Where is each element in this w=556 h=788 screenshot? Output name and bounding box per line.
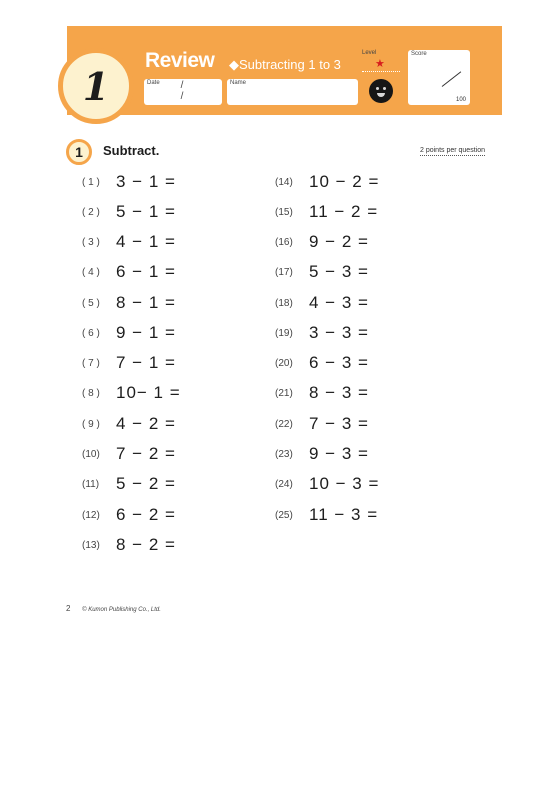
- problem-number: ( 7 ): [82, 357, 100, 369]
- problem-number: ( 5 ): [82, 297, 100, 309]
- problem-item: [82, 260, 176, 284]
- problem-item: [82, 442, 176, 466]
- page-footer: [66, 604, 161, 613]
- problem-expression: 7 − 3 =: [309, 414, 369, 433]
- problem-expression: 11 − 2 =: [309, 202, 379, 221]
- problem-item: [82, 170, 176, 194]
- face-eye-icon: [383, 87, 386, 90]
- problem-item: [275, 381, 369, 405]
- problem-expression: 6 − 2 =: [116, 505, 176, 524]
- problem-expression: 8 − 3 =: [309, 383, 369, 402]
- score-slash: [442, 71, 462, 87]
- section-title: Subtract.: [103, 143, 160, 158]
- problem-expression: 6 − 3 =: [309, 353, 369, 372]
- problem-expression: 5 − 1 =: [116, 202, 176, 221]
- problem-item: [275, 260, 369, 284]
- problem-item: [275, 230, 369, 254]
- problem-item: [82, 351, 176, 375]
- problem-number: (20): [275, 357, 293, 369]
- problem-expression: 10 − 2 =: [309, 172, 380, 191]
- problem-number: (15): [275, 206, 293, 218]
- problem-expression: 8 − 2 =: [116, 535, 176, 554]
- problem-number: (19): [275, 327, 293, 339]
- unit-number: 1: [82, 63, 110, 109]
- problem-number: (23): [275, 448, 293, 460]
- problem-expression: 7 − 2 =: [116, 444, 176, 463]
- level-label: Level: [362, 50, 377, 56]
- problem-item: [82, 321, 176, 345]
- copyright-text: © Kumon Publishing Co., Ltd.: [82, 607, 161, 613]
- date-slashes: / /: [180, 80, 204, 102]
- score-field[interactable]: [408, 50, 470, 105]
- problem-item: [82, 381, 181, 405]
- problem-number: ( 4 ): [82, 266, 100, 278]
- score-max: 100: [455, 97, 466, 103]
- section-number: 1: [75, 144, 83, 160]
- problem-item: [275, 503, 378, 527]
- character-face-icon: [369, 79, 393, 103]
- name-field[interactable]: [227, 79, 358, 105]
- problem-number: (12): [82, 509, 100, 521]
- problem-item: [82, 412, 176, 436]
- problem-item: [275, 442, 369, 466]
- problem-number: (17): [275, 266, 293, 278]
- score-label: Score: [411, 51, 427, 57]
- problem-number: (18): [275, 297, 293, 309]
- problem-expression: 4 − 3 =: [309, 293, 369, 312]
- problem-item: [82, 472, 176, 496]
- problem-item: [275, 291, 369, 315]
- problem-expression: 11 − 3 =: [309, 505, 379, 524]
- problem-item: [275, 412, 369, 436]
- name-label: Name: [230, 80, 247, 86]
- problem-item: [82, 533, 176, 557]
- problem-expression: 4 − 1 =: [116, 232, 176, 251]
- problem-expression: 5 − 3 =: [309, 262, 369, 281]
- problem-expression: 10 − 3 =: [309, 474, 380, 493]
- problem-item: [82, 230, 176, 254]
- problem-number: ( 3 ): [82, 236, 100, 248]
- problem-item: [275, 351, 369, 375]
- problem-item: [82, 291, 176, 315]
- problem-expression: 6 − 1 =: [116, 262, 176, 281]
- page-title: Review: [145, 49, 215, 72]
- problem-expression: 9 − 1 =: [116, 323, 176, 342]
- section-number-badge: [66, 139, 92, 165]
- date-field[interactable]: [144, 79, 222, 105]
- date-label: Date: [147, 80, 160, 86]
- problem-number: (22): [275, 418, 293, 430]
- problem-item: [275, 472, 379, 496]
- problem-number: ( 6 ): [82, 327, 100, 339]
- problem-item: [275, 170, 379, 194]
- problem-number: (13): [82, 539, 100, 551]
- problem-expression: 9 − 3 =: [309, 444, 369, 463]
- problem-expression: 10− 1 =: [116, 383, 181, 402]
- problem-expression: 7 − 1 =: [116, 353, 176, 372]
- problem-item: [275, 200, 378, 224]
- problem-expression: 8 − 1 =: [116, 293, 176, 312]
- problem-expression: 4 − 2 =: [116, 414, 176, 433]
- problem-expression: 9 − 2 =: [309, 232, 369, 251]
- problem-number: (16): [275, 236, 293, 248]
- problem-number: ( 1 ): [82, 176, 100, 188]
- points-note: 2 points per question: [420, 147, 485, 154]
- problem-item: [82, 200, 176, 224]
- problem-number: (14): [275, 176, 293, 188]
- face-mouth-icon: [377, 93, 385, 97]
- problem-expression: 3 − 1 =: [116, 172, 176, 191]
- problem-number: ( 9 ): [82, 418, 100, 430]
- face-eye-icon: [376, 87, 379, 90]
- problem-number: ( 8 ): [82, 387, 100, 399]
- page-number: 2: [66, 604, 71, 613]
- problem-number: (25): [275, 509, 293, 521]
- level-divider: [362, 71, 400, 72]
- problem-number: (11): [82, 478, 100, 490]
- problem-expression: 3 − 3 =: [309, 323, 369, 342]
- problem-number: (21): [275, 387, 293, 399]
- problem-number: ( 2 ): [82, 206, 100, 218]
- problem-number: (24): [275, 478, 293, 490]
- problem-item: [82, 503, 176, 527]
- problem-item: [275, 321, 369, 345]
- unit-number-badge: [58, 48, 134, 124]
- page-subtitle: ◆Subtracting 1 to 3: [229, 57, 341, 72]
- problem-expression: 5 − 2 =: [116, 474, 176, 493]
- problem-number: (10): [82, 448, 100, 460]
- level-star-icon: ★: [375, 58, 385, 70]
